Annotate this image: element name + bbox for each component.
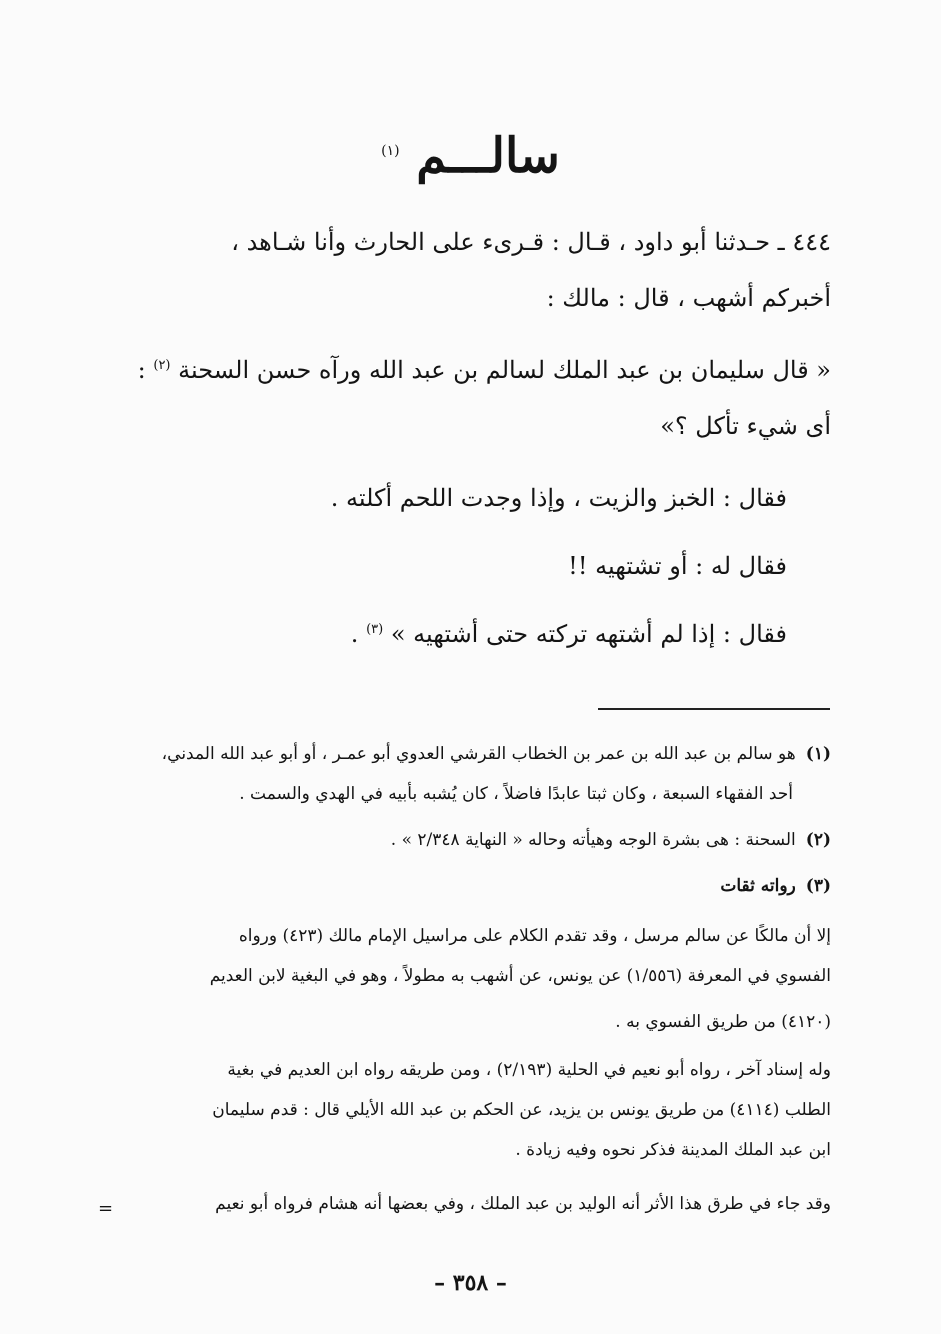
title-text: سالـــم xyxy=(416,128,560,184)
footnote-3-p1-line-1: إلا أن مالكًا عن سالم مرسل ، وقد تقدم الكلام على مراسيل الإمام مالك (٤٢٣) ورواه xyxy=(238,926,831,946)
footnote-1-text: هو سالم بن عبد الله بن عمر بن الخطاب القرشي العدوي أبو عمـر ، أو أبو عبد الله المدني، xyxy=(161,744,796,764)
quote-line-2: أى شيء تأكل ؟» xyxy=(660,412,831,440)
section-title xyxy=(0,128,941,184)
dialogue-line-3-end: . xyxy=(350,620,359,648)
page-number: – ٣٥٨ – xyxy=(434,1270,507,1296)
footnote-3-heading xyxy=(108,876,831,896)
footnote-ref-3: (٣) xyxy=(366,622,384,637)
footnote-1-line-1 xyxy=(108,744,831,764)
dialogue-line-2: فقال له : أو تشتهيه !! xyxy=(568,552,787,580)
footnote-3-p1-line-2: الفسوي في المعرفة (١/٥٥٦) عن يونس، عن أشهب به مطولاً ، وهو في البغية لابن العديم xyxy=(209,966,831,986)
footnote-2 xyxy=(108,830,831,850)
footnote-3-p1-line-3: (٤١٢٠) من طريق الفسوي به . xyxy=(615,1012,831,1032)
footnote-1-line-2: أحد الفقهاء السبعة ، وكان ثبتا عابدًا فاضلاً ، كان يُشبه بأبيه في الهدي والسمت . xyxy=(239,784,793,804)
quote-line-1 xyxy=(108,356,831,385)
quote-line-1-text: « قال سليمان بن عبد الملك لسالم بن عبد الله ورآه حسن السحنة xyxy=(178,356,831,384)
footnote-1-number: (١) xyxy=(805,744,831,764)
footnote-3-number: (٣) xyxy=(805,876,831,896)
narration-line-2: أخبركم أشهب ، قال : مالك : xyxy=(546,284,831,312)
footnote-3-p2-line-3: ابن عبد الملك المدينة فذكر نحوه وفيه زيادة . xyxy=(515,1140,831,1160)
dialogue-line-1: فقال : الخبز والزيت ، وإذا وجدت اللحم أكلته . xyxy=(330,484,787,512)
footnote-3-heading-text: رواته ثقات xyxy=(720,876,796,896)
narration-line-1: ٤٤٤ ـ حـدثنا أبو داود ، قـال : قـرىء على الحارث وأنا شـاهد ، xyxy=(231,228,831,256)
dialogue-line-3 xyxy=(108,620,787,649)
footnote-3-p2-line-1: وله إسناد آخر ، رواه أبو نعيم في الحلية (٢/١٩٣) ، ومن طريقه رواه ابن العديم في بغية xyxy=(227,1060,831,1080)
footnote-ref-2: (٢) xyxy=(153,358,171,373)
footnote-3-p2-line-2: الطلب (٤١١٤) من طريق يونس بن يزيد، عن الحكم بن عبد الله الأيلي قال : قدم سليمان xyxy=(212,1100,831,1120)
footnote-3-p3-line-1: وقد جاء في طرق هذا الأثر أنه الوليد بن عبد الملك ، وفي بعضها أنه هشام فرواه أبو نعيم xyxy=(215,1194,831,1214)
footnote-separator xyxy=(598,708,830,710)
dialogue-line-3-text: فقال : إذا لم أشتهه تركته حتى أشتهيه » xyxy=(390,620,787,648)
continuation-mark: = xyxy=(98,1198,114,1219)
footnote-2-number: (٢) xyxy=(805,830,831,850)
quote-line-1-end: : xyxy=(137,356,146,384)
footnote-2-text: السحنة : هى بشرة الوجه وهيأته وحاله « النهاية ٢/٣٤٨ » . xyxy=(390,830,796,850)
title-footnote-ref: (١) xyxy=(381,143,400,159)
